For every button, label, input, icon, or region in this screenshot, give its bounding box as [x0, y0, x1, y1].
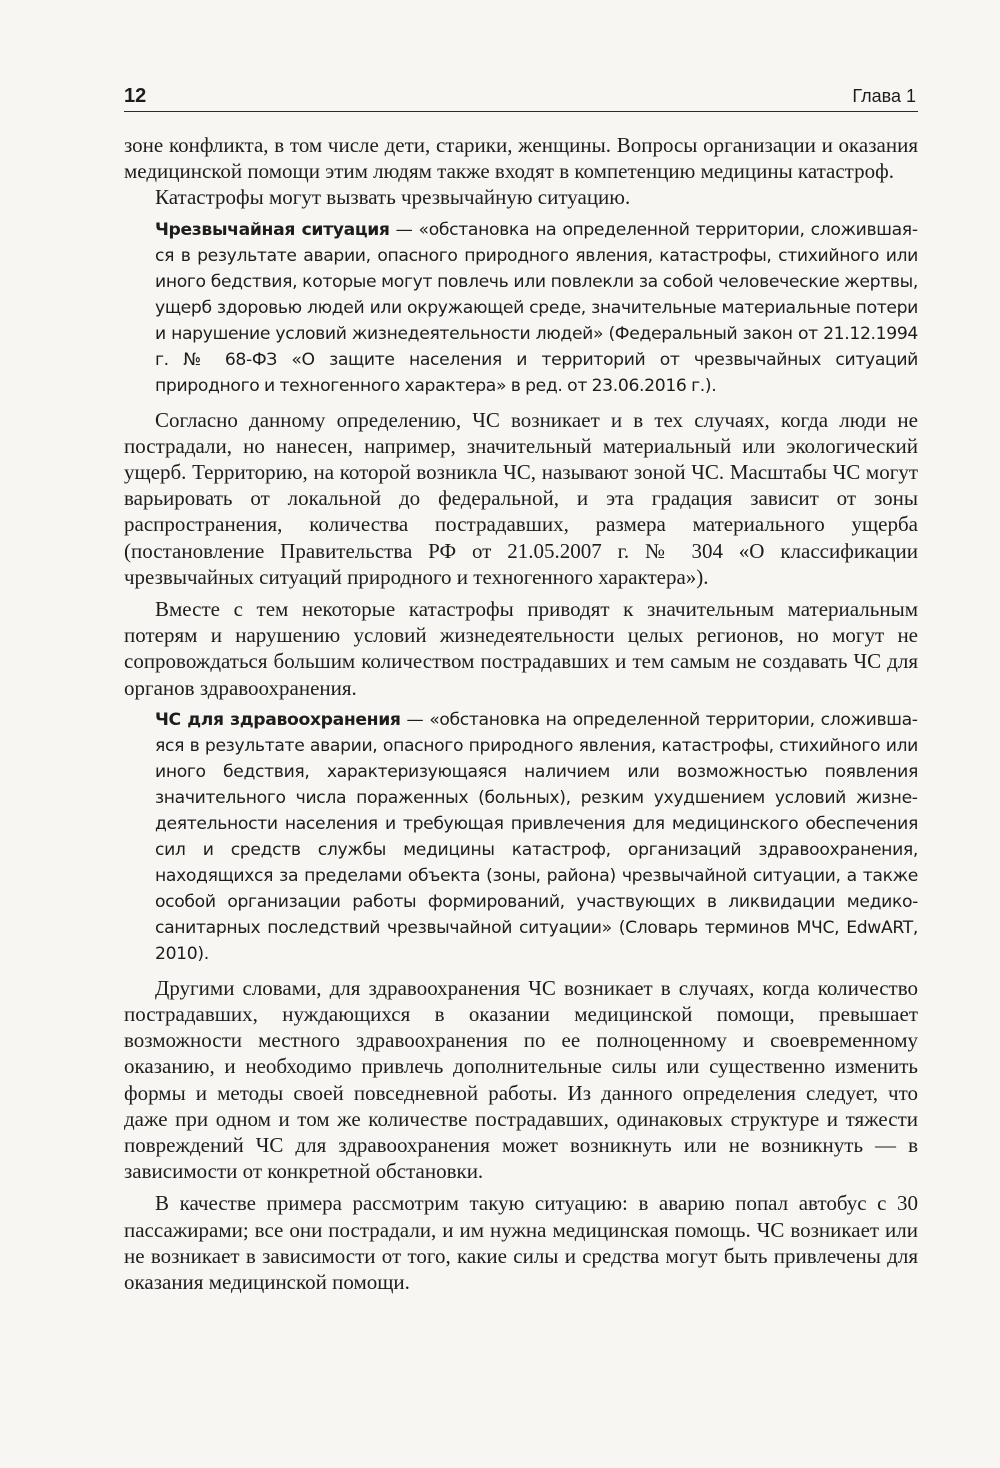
paragraph-other-words: Другими словами, для здравоохранения ЧС возникает в случаях, когда количество пострадавших, нуждающихся в оказании медицинской помощи, превышает возможности местного здравоохранения по ее полноценному и своевременному оказанию, и необходимо привлечь дополнительные силы или существенно изменить формы и методы своей повседневной работы. Из данного определения следует, что даже при одном и том же количестве пострадавших, одинаковых структуре и тяжести повреждений ЧС для здравоохранения может возникнуть или не возникнуть — в зависимости от конкретной обстановки. — [124, 975, 918, 1184]
paragraph-intro: Катастрофы могут вызвать чрезвычайную ситуацию. — [155, 185, 631, 210]
definition-emergency — [155, 217, 918, 399]
paragraph-regions: Вместе с тем некоторые катастрофы приводят к значительным материальным потерям и нарушению условий жизнедеятельности целых регионов, но могут не сопровождаться большим количеством пострадавших и тем самым не создавать ЧС для органов здравоохранения. — [124, 597, 918, 700]
definition-text: — «обстановка на определенной территории, сложившаяся в результате аварии, опасного природного явления, катастрофы, стихийного или иного бедствия, которые могут повлечь или повлекли за собой человеческие жертвы, ущерб здоровью людей или окружающей среде, значительные материальные потери и нарушение условий жизнедеятельности людей» (Федеральный закон от 21.12.1994 г. № 68-ФЗ «О защите населения и территорий от чрезвычайных ситуаций природного и техногенного характера» в ред. от 23.06.2016 г.). — [155, 219, 919, 396]
definition-term: ЧС для здравоохранения — [155, 709, 401, 730]
definition-text: — «обстановка на определенной территории, сложившаяся в результате аварии, опасного природного явления, катастрофы, стихийного или иного бедствия, характеризующаяся наличием или возможностью появления значительного числа пораженных (больных), резким ухудшением условий жизнедеятельности населения и требующая привлечения для медицинского обеспечения сил и средств службы медицины катастроф, организаций здравоохранения, находящихся за пределами объекта (зоны, района) чрезвычайной ситуации, а также особой организации работы формирований, участвующих в ликвидации медико-санитарных последствий чрезвычайной ситуации» (Словарь терминов МЧС, EdwART, 2010). — [155, 709, 918, 964]
definition-healthcare-emergency — [155, 707, 918, 967]
running-header — [124, 84, 918, 112]
definition-term: Чрезвычайная ситуация — [155, 219, 390, 240]
chapter-label: Глава 1 — [852, 86, 916, 106]
page-number: 12 — [124, 85, 147, 107]
paragraph-continuation: зоне конфликта, в том числе дети, старики, женщины. Вопросы организации и оказания медицинской помощи этим людям также входят в компетенцию медицины катастроф. — [124, 133, 918, 184]
book-page — [124, 84, 918, 1295]
paragraph-example: В качестве примера рассмотрим такую ситуацию: в аварию попал автобус с 30 пассажирами; все они пострадали, и им нужна медицинская помощь. ЧС возникает или не возникает в зависимости от того, какие силы и средства могут быть привлечены для оказания медицинской помощи. — [124, 1191, 918, 1295]
paragraph-explanation: Согласно данному определению, ЧС возникает и в тех случаях, когда люди не пострадали, но нанесен, например, значительный материальный или экологический ущерб. Территорию, на которой возникла ЧС, называют зоной ЧС. Масштабы ЧС могут варьировать от локальной до федеральной, и эта градация зависит от зоны распространения, количества пострадавших, размера материального ущерба (постановление Правительства РФ от 21.05.2007 г. № 304 «О классификации чрезвычайных ситуаций природного и техногенного характера»). — [124, 407, 918, 589]
